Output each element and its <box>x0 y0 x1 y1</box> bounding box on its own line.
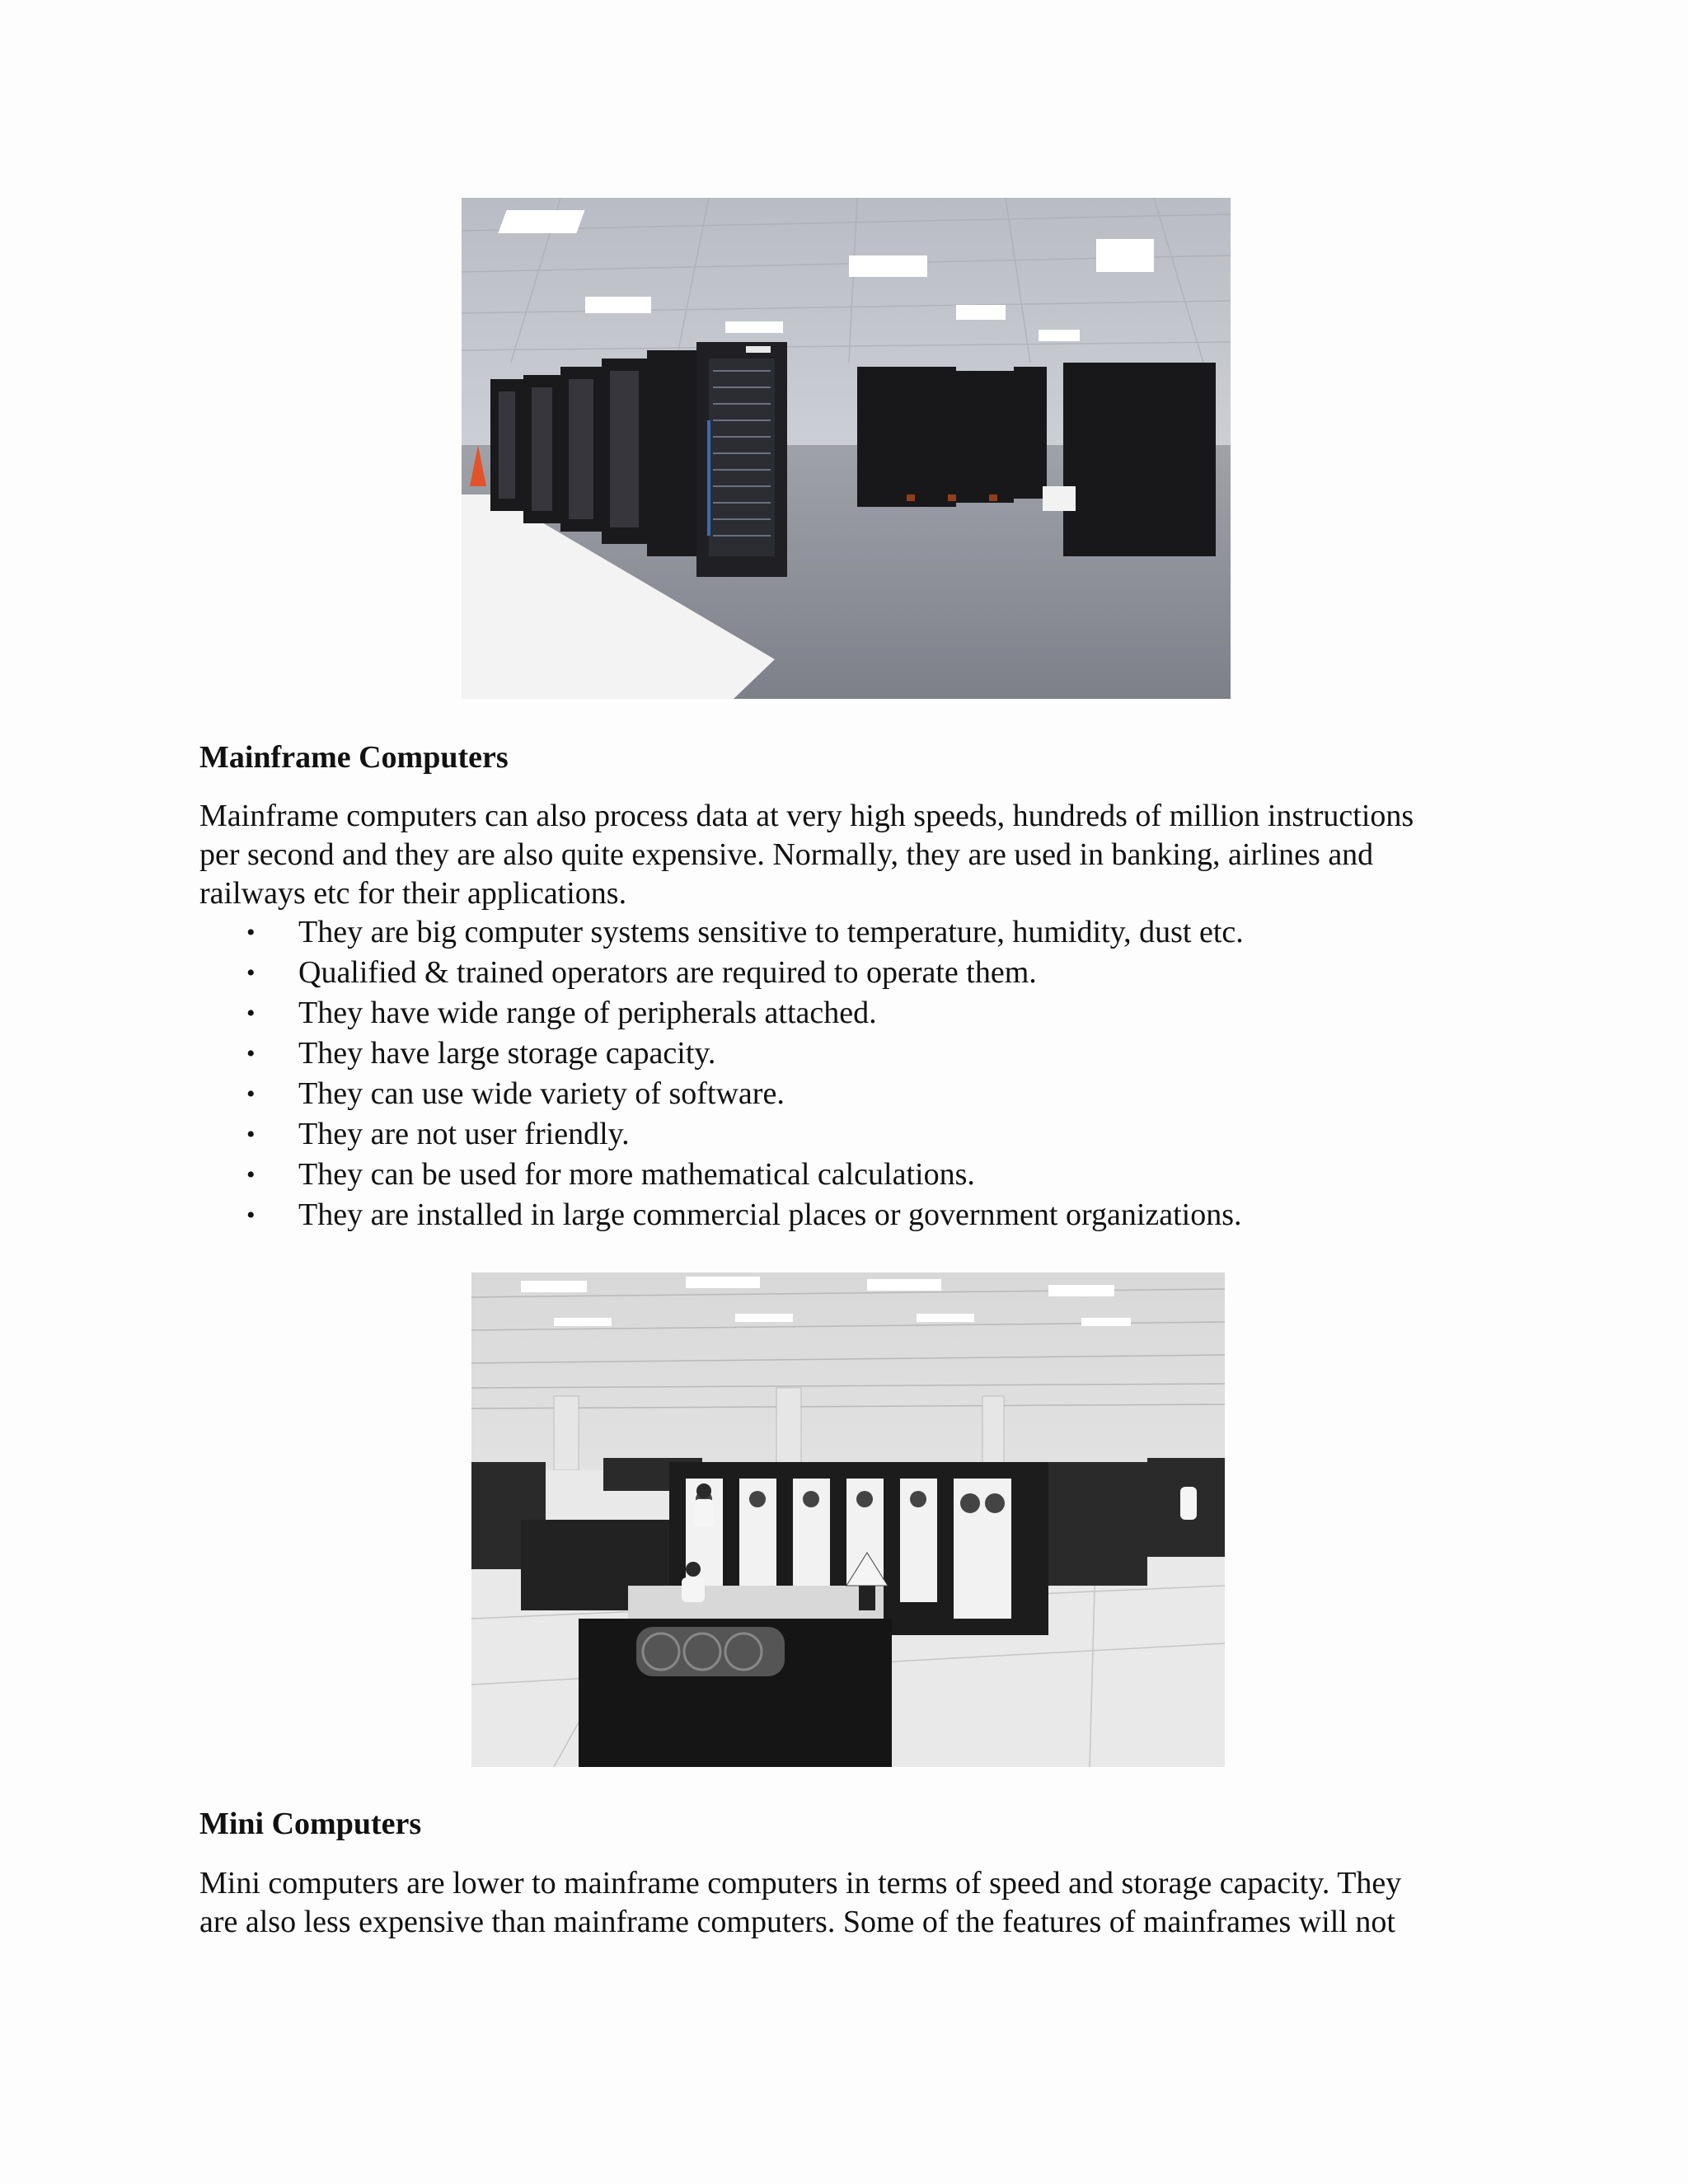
bullet-icon: • <box>246 919 256 946</box>
section-heading-mainframe: Mainframe Computers <box>199 740 509 775</box>
list-item-text: They are not user friendly. <box>298 1117 630 1151</box>
list-item-text: They have large storage capacity. <box>298 1036 716 1071</box>
paragraph-line: railways etc for their applications. <box>199 876 627 911</box>
list-item <box>199 993 1244 1033</box>
vintage-mainframe-illustration <box>471 1272 1225 1767</box>
section-heading-mini: Mini Computers <box>199 1807 422 1841</box>
list-item-text: Qualified & trained operators are required to operate them. <box>298 955 1037 990</box>
paragraph-line: Mini computers are lower to mainframe computers in terms of speed and storage capacity. They <box>199 1866 1402 1900</box>
list-item <box>199 953 1244 993</box>
list-item <box>199 912 1244 953</box>
bullet-icon: • <box>246 1161 256 1188</box>
bullet-icon: • <box>246 1121 256 1148</box>
bullet-icon: • <box>246 1202 256 1229</box>
mainframe-datacenter-illustration <box>462 198 1231 699</box>
bullet-icon: • <box>246 959 256 987</box>
paragraph-line: Mainframe computers can also process data at very high speeds, hundreds of million instructions <box>199 799 1414 833</box>
mainframe-features-list <box>199 912 1244 1235</box>
mainframe-datacenter-photo <box>462 198 1231 699</box>
list-item <box>199 1155 1244 1195</box>
list-item-text: They are installed in large commercial places or government organizations. <box>298 1197 1242 1232</box>
list-item-text: They can be used for more mathematical calculations. <box>298 1157 975 1192</box>
bullet-icon: • <box>246 1080 256 1108</box>
mini-description <box>199 1864 1518 1942</box>
paragraph-line: are also less expensive than mainframe computers. Some of the features of mainframes will not <box>199 1905 1395 1939</box>
list-item <box>199 1195 1244 1235</box>
list-item <box>199 1033 1244 1074</box>
paragraph-line: per second and they are also quite expensive. Normally, they are used in banking, airlines and <box>199 837 1374 872</box>
mainframe-description <box>199 797 1518 913</box>
list-item <box>199 1074 1244 1114</box>
list-item-text: They are big computer systems sensitive to temperature, humidity, dust etc. <box>298 915 1244 949</box>
vintage-mainframe-room-photo <box>471 1272 1225 1767</box>
list-item-text: They have wide range of peripherals attached. <box>298 996 877 1030</box>
list-item <box>199 1114 1244 1155</box>
bullet-icon: • <box>246 1000 256 1027</box>
list-item-text: They can use wide variety of software. <box>298 1076 785 1111</box>
bullet-icon: • <box>246 1040 256 1067</box>
